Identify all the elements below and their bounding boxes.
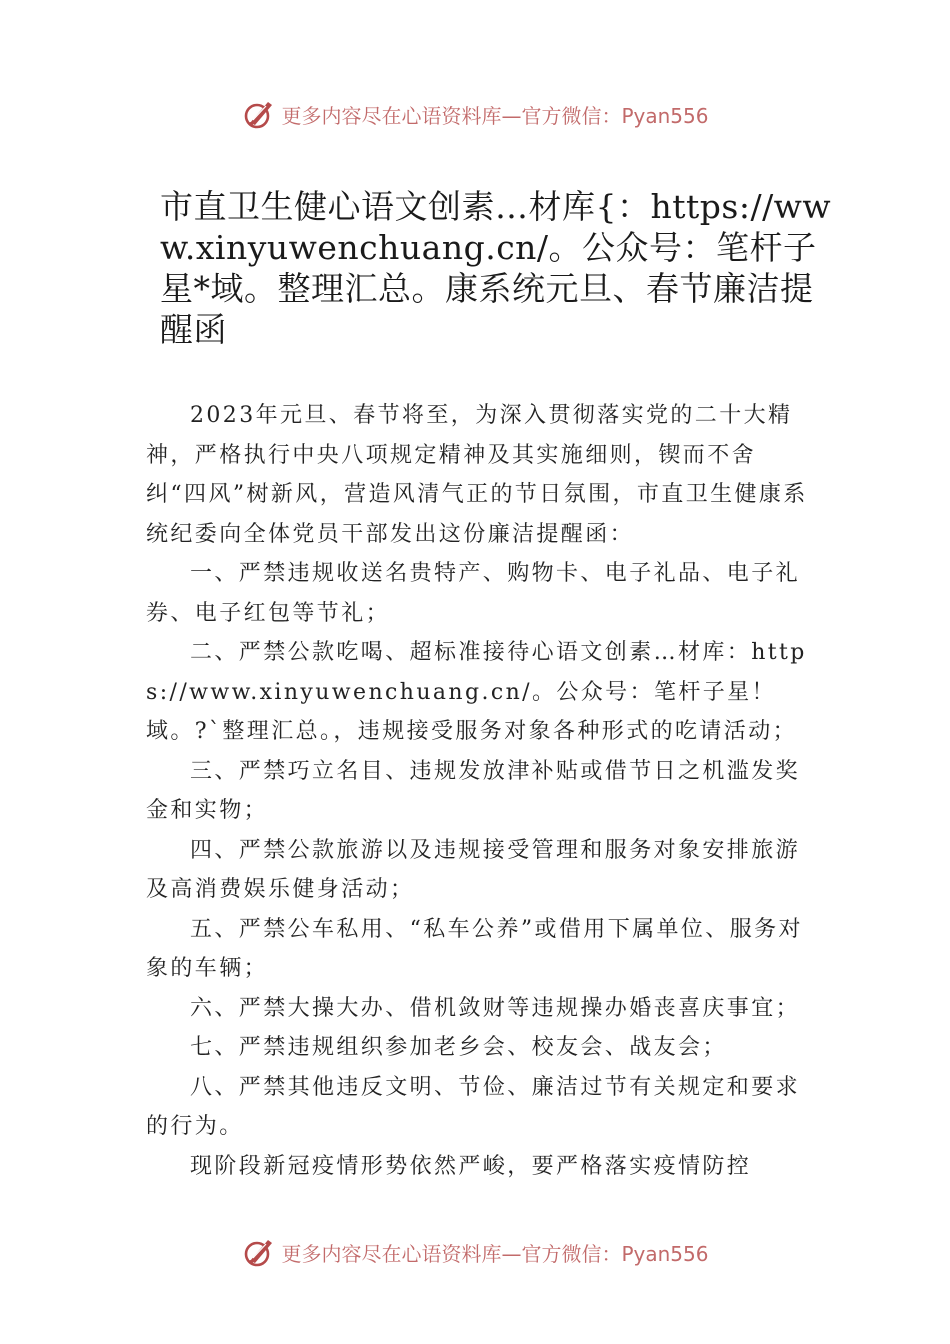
footer-banner	[0, 1232, 950, 1272]
paragraph-intro: 2023年元旦、春节将至，为深入贯彻落实党的二十大精神，严格执行中央八项规定精神及其实施细则，锲而不舍纠“四风”树新风，营造风清气正的节日氛围，市直卫生健康系统纪委向全体党员干部发出这份廉洁提醒函：	[146, 403, 808, 547]
paragraph-item-2: 二、严禁公款吃喝、超标准接待心语文创素…材库：https://www.xinyuwenchuang.cn/。公众号：笔杆子星！域。?`整理汇总。，违规接受服务对象各种形式的吃请活动；	[146, 640, 807, 744]
paragraph-item-1: 一、严禁违规收送名贵特产、购物卡、电子礼品、电子礼券、电子红包等节礼；	[146, 561, 801, 626]
header-banner-text: 更多内容尽在心语资料库—官方微信：Pyan556	[281, 103, 709, 128]
paragraph-epidemic: 现阶段新冠疫情形势依然严峻，要严格落实疫情防控	[190, 1153, 752, 1179]
paragraph-item-7: 七、严禁违规组织参加老乡会、校友会、战友会；	[190, 1035, 727, 1060]
paragraph-item-3: 三、严禁巧立名目、违规发放津补贴或借节日之机滥发奖金和实物；	[146, 758, 801, 823]
footer-banner-text: 更多内容尽在心语资料库—官方微信：Pyan556	[281, 1241, 709, 1266]
paragraph-item-6: 六、严禁大操大办、借机敛财等违规操办婚丧喜庆事宜；	[190, 995, 801, 1021]
quill-pen-logo-icon	[241, 96, 277, 132]
document-title: 市直卫生健心语文创素…材库{：https://www.xinyuwenchuang.cn/。公众号：笔杆子星*域。整理汇总。康系统元旦、春节廉洁提醒函	[160, 187, 832, 349]
document-body	[146, 396, 810, 1186]
header-banner	[0, 94, 950, 134]
paragraph-item-4: 四、严禁公款旅游以及违规接受管理和服务对象安排旅游及高消费娱乐健身活动；	[146, 837, 801, 902]
paragraph-item-8: 八、严禁其他违反文明、节俭、廉洁过节有关规定和要求的行为。	[146, 1074, 801, 1139]
quill-pen-logo-icon	[241, 1234, 277, 1270]
paragraph-item-5: 五、严禁公车私用、“私车公养”或借用下属单位、服务对象的车辆；	[146, 916, 803, 981]
